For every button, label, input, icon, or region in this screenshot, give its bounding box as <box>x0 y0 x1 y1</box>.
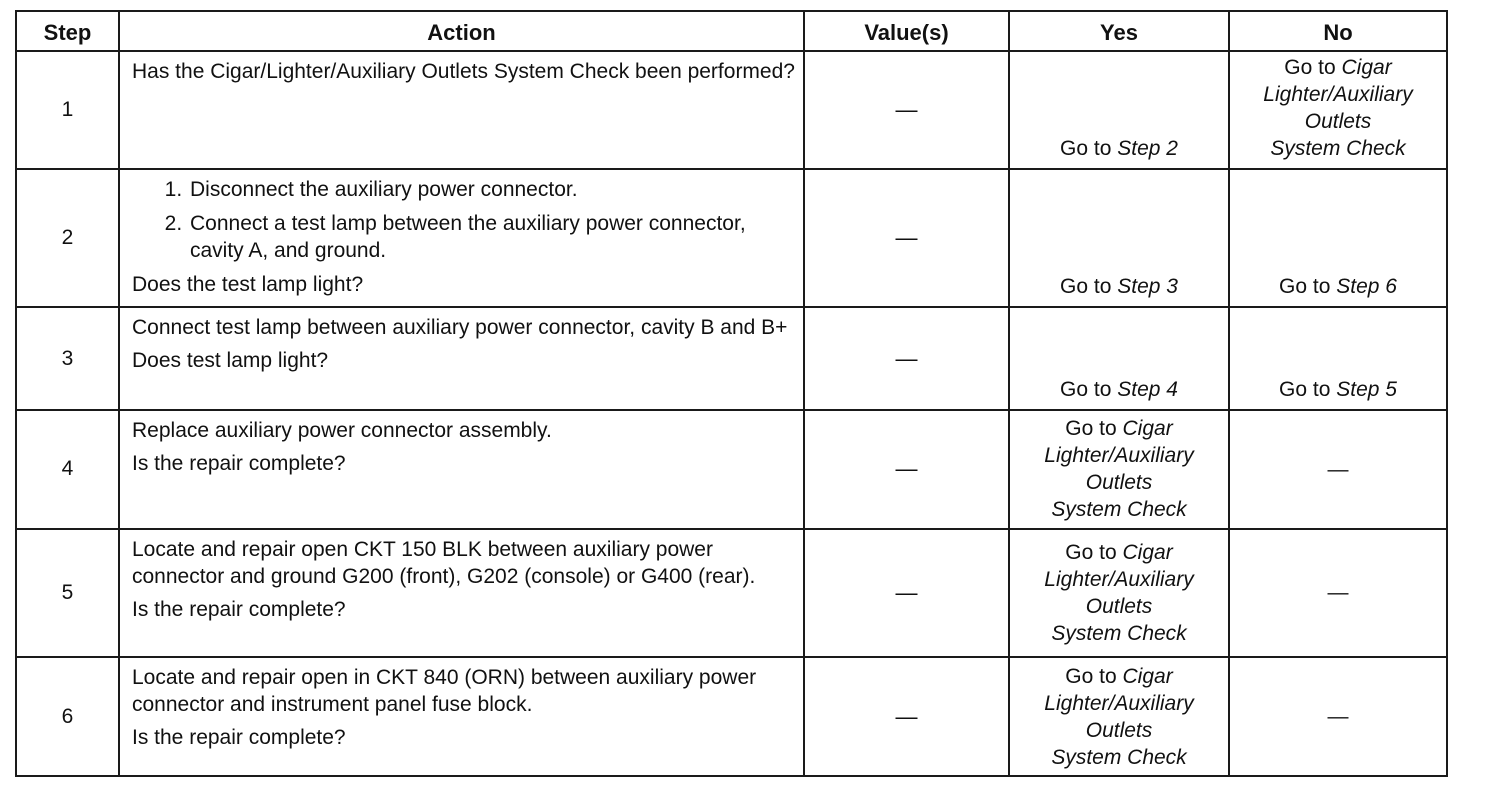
goto-prefix: Go to <box>1279 377 1337 401</box>
yes-cell <box>1009 307 1229 410</box>
action-text: Connect test lamp between auxiliary power connector, cavity B and B+ <box>132 316 788 340</box>
step-reference: Step 6 <box>1336 275 1397 299</box>
value-cell: — <box>804 51 1009 169</box>
value-cell: — <box>804 657 1009 776</box>
header-yes: Yes <box>1009 11 1229 51</box>
procedure-reference: Cigar <box>1122 417 1173 441</box>
goto-prefix: Go to <box>1284 56 1342 79</box>
no-cell <box>1229 307 1447 410</box>
procedure-reference: Lighter/Auxiliary <box>1044 691 1194 715</box>
procedure-reference: Cigar <box>1341 56 1392 79</box>
goto-prefix: Go to <box>1065 417 1123 441</box>
procedure-reference: System Check <box>1051 745 1187 769</box>
action-cell <box>119 51 804 169</box>
table-row <box>16 529 1447 658</box>
step-number: 3 <box>16 307 119 410</box>
value-cell: — <box>804 529 1009 658</box>
step-reference: Step 4 <box>1117 377 1178 401</box>
action-step: 2. Connect a test lamp between the auxiliary power connector, cavity A, and ground. <box>188 210 795 264</box>
action-cell <box>119 529 804 658</box>
procedure-reference: System Check <box>1051 621 1187 645</box>
yes-cell <box>1009 657 1229 776</box>
procedure-reference: Lighter/Auxiliary <box>1044 567 1194 591</box>
no-cell: — <box>1229 529 1447 658</box>
procedure-reference: Outlets <box>1304 110 1372 133</box>
action-text: Locate and repair open CKT 150 BLK between auxiliary power connector and ground G200 (front), G202 (console) or G400 (rear). <box>132 537 756 588</box>
value-cell: — <box>804 169 1009 308</box>
yes-cell <box>1009 51 1229 169</box>
procedure-reference: System Check <box>1051 498 1187 522</box>
procedure-reference: System Check <box>1270 137 1406 160</box>
procedure-reference: Cigar <box>1122 540 1173 564</box>
action-cell <box>119 657 804 776</box>
yes-cell <box>1009 169 1229 308</box>
table-row <box>16 51 1447 169</box>
action-cell <box>119 410 804 529</box>
action-question: Is the repair complete? <box>132 726 346 750</box>
action-steps-list <box>132 176 795 264</box>
goto-prefix: Go to <box>1060 377 1118 401</box>
header-step: Step <box>16 11 119 51</box>
step-reference: Step 2 <box>1117 136 1178 160</box>
procedure-reference: Outlets <box>1085 471 1153 495</box>
goto-prefix: Go to <box>1065 540 1123 564</box>
action-question: Is the repair complete? <box>132 597 346 621</box>
procedure-reference: Lighter/Auxiliary <box>1044 444 1194 468</box>
no-cell: — <box>1229 657 1447 776</box>
action-text: Has the Cigar/Lighter/Auxiliary Outlets System Check been performed? <box>132 60 795 83</box>
action-question: Does test lamp light? <box>132 349 329 373</box>
procedure-reference: Outlets <box>1085 718 1153 742</box>
action-cell <box>119 307 804 410</box>
no-cell <box>1229 169 1447 308</box>
header-values: Value(s) <box>804 11 1009 51</box>
goto-prefix: Go to <box>1279 275 1337 299</box>
step-number: 6 <box>16 657 119 776</box>
yes-cell <box>1009 529 1229 658</box>
action-step: 1. Disconnect the auxiliary power connector. <box>188 176 795 203</box>
goto-prefix: Go to <box>1060 136 1118 160</box>
table-row <box>16 169 1447 308</box>
table-row <box>16 307 1447 410</box>
action-cell <box>119 169 804 308</box>
action-question: Is the repair complete? <box>132 451 346 475</box>
table-row <box>16 410 1447 529</box>
step-number: 1 <box>16 51 119 169</box>
step-number: 4 <box>16 410 119 529</box>
value-cell: — <box>804 307 1009 410</box>
step-number: 2 <box>16 169 119 308</box>
action-question: Does the test lamp light? <box>132 272 364 296</box>
value-cell: — <box>804 410 1009 529</box>
action-text: Locate and repair open in CKT 840 (ORN) between auxiliary power connector and instrument panel fuse block. <box>132 666 757 717</box>
action-text: Replace auxiliary power connector assembly. <box>132 418 552 442</box>
no-cell: — <box>1229 410 1447 529</box>
procedure-reference: Cigar <box>1122 664 1173 688</box>
procedure-reference: Outlets <box>1085 594 1153 618</box>
procedure-reference: Lighter/Auxiliary <box>1263 83 1413 106</box>
step-reference: Step 3 <box>1117 275 1178 299</box>
goto-prefix: Go to <box>1060 275 1118 299</box>
goto-prefix: Go to <box>1065 664 1123 688</box>
header-action: Action <box>119 11 804 51</box>
yes-cell <box>1009 410 1229 529</box>
header-row <box>16 11 1447 51</box>
table-row <box>16 657 1447 776</box>
diagnostic-table <box>15 10 1448 777</box>
step-number: 5 <box>16 529 119 658</box>
header-no: No <box>1229 11 1447 51</box>
step-reference: Step 5 <box>1336 377 1397 401</box>
no-cell <box>1229 51 1447 169</box>
